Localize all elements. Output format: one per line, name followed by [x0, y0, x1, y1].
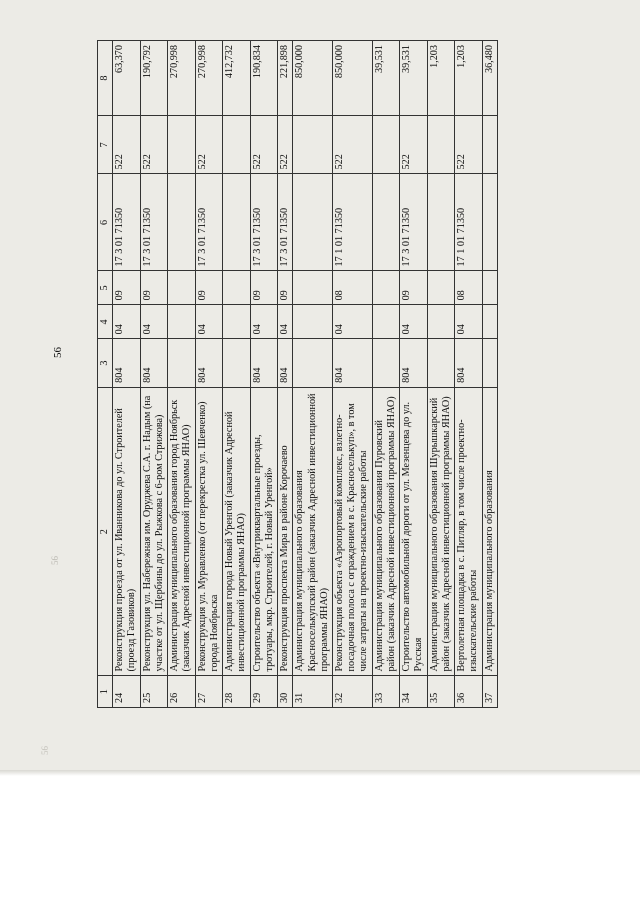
- expense-type-cell: [372, 116, 399, 174]
- amount-cell: 270,998: [168, 41, 195, 116]
- object-name-cell: Администрация муниципального образования Шурышкарский район (заказчик Адресной инвестиционной программы ЯНАО): [427, 387, 454, 676]
- subsection-code-cell: [293, 271, 333, 305]
- section-code-cell: [223, 305, 250, 339]
- table-row: [223, 41, 250, 708]
- subsection-code-cell: [427, 271, 454, 305]
- subsection-code-cell: 09: [400, 271, 427, 305]
- subsection-code-cell: 09: [250, 271, 277, 305]
- row-number-cell: 24: [113, 676, 140, 708]
- target-article-cell: [482, 174, 497, 271]
- header-cell: 5: [98, 271, 113, 305]
- target-article-cell: 17 3 01 71350: [195, 174, 222, 271]
- amount-cell: 850,000: [332, 41, 372, 116]
- page-edge-shadow: [0, 770, 640, 776]
- table-row: [400, 41, 427, 708]
- header-cell: 7: [98, 116, 113, 174]
- subsection-code-cell: 09: [113, 271, 140, 305]
- subsection-code-cell: 08: [455, 271, 482, 305]
- header-cell: 2: [98, 387, 113, 676]
- target-article-cell: 17 1 01 71350: [332, 174, 372, 271]
- expense-type-cell: 522: [332, 116, 372, 174]
- subsection-code-cell: [223, 271, 250, 305]
- row-number-cell: 37: [482, 676, 497, 708]
- amount-cell: 190,792: [140, 41, 167, 116]
- table-row: [113, 41, 140, 708]
- table-body: [113, 41, 498, 708]
- target-article-cell: [293, 174, 333, 271]
- amount-cell: 1,203: [455, 41, 482, 116]
- amount-cell: 850,000: [293, 41, 333, 116]
- row-number-cell: 35: [427, 676, 454, 708]
- object-name-cell: Строительство автомобильной дороги от ул. Мезенцева до ул. Русская: [400, 387, 427, 676]
- ministry-code-cell: [168, 339, 195, 388]
- object-name-cell: Реконструкция проезда от ул. Иванникова до ул. Строителей (проезд Газовиков): [113, 387, 140, 676]
- object-name-cell: Администрация муниципального образования Пуровский район (заказчик Адресной инвестиционной программы ЯНАО): [372, 387, 399, 676]
- object-name-cell: Администрация муниципального образования Красноселькупский район (заказчик Адресной инвестиционной программы ЯНАО): [293, 387, 333, 676]
- row-number-cell: 28: [223, 676, 250, 708]
- ministry-code-cell: [223, 339, 250, 388]
- ministry-code-cell: 804: [140, 339, 167, 388]
- expense-type-cell: 522: [250, 116, 277, 174]
- row-number-cell: 33: [372, 676, 399, 708]
- subsection-code-cell: [482, 271, 497, 305]
- header-cell: 4: [98, 305, 113, 339]
- table-row: [427, 41, 454, 708]
- header-cell: 1: [98, 676, 113, 708]
- ministry-code-cell: [293, 339, 333, 388]
- object-name-cell: Вертолетная площадка в с. Питляр, в том числе проектно-изыскательские работы: [455, 387, 482, 676]
- header-row: [98, 41, 113, 708]
- ministry-code-cell: 804: [113, 339, 140, 388]
- ministry-code-cell: [372, 339, 399, 388]
- section-code-cell: [427, 305, 454, 339]
- expense-type-cell: 522: [140, 116, 167, 174]
- amount-cell: 63,370: [113, 41, 140, 116]
- row-number-cell: 31: [293, 676, 333, 708]
- subsection-code-cell: 08: [332, 271, 372, 305]
- object-name-cell: Администрация муниципального образования: [482, 387, 497, 676]
- table-row: [293, 41, 333, 708]
- table-row: [332, 41, 372, 708]
- ministry-code-cell: [482, 339, 497, 388]
- target-article-cell: [372, 174, 399, 271]
- target-article-cell: 17 3 01 71350: [250, 174, 277, 271]
- section-code-cell: [168, 305, 195, 339]
- row-number-cell: 34: [400, 676, 427, 708]
- target-article-cell: 17 3 01 71350: [278, 174, 293, 271]
- section-code-cell: 04: [250, 305, 277, 339]
- section-code-cell: 04: [400, 305, 427, 339]
- section-code-cell: 04: [113, 305, 140, 339]
- section-code-cell: 04: [195, 305, 222, 339]
- object-name-cell: Реконструкция проспекта Мира в районе Корочаево: [278, 387, 293, 676]
- target-article-cell: 17 3 01 71350: [400, 174, 427, 271]
- row-number-cell: 25: [140, 676, 167, 708]
- target-article-cell: 17 3 01 71350: [140, 174, 167, 271]
- bleed-through-mark: 56: [40, 746, 50, 755]
- table-row: [195, 41, 222, 708]
- ministry-code-cell: 804: [455, 339, 482, 388]
- page-number: 56: [52, 347, 64, 358]
- target-article-cell: [427, 174, 454, 271]
- ministry-code-cell: 804: [332, 339, 372, 388]
- amount-cell: 39,531: [400, 41, 427, 116]
- table-row: [250, 41, 277, 708]
- amount-cell: 221,898: [278, 41, 293, 116]
- expense-type-cell: [427, 116, 454, 174]
- section-code-cell: 04: [332, 305, 372, 339]
- amount-cell: 36,480: [482, 41, 497, 116]
- header-cell: 3: [98, 339, 113, 388]
- object-name-cell: Администрация города Новый Уренгой (заказчик Адресной инвестиционной программы ЯНАО): [223, 387, 250, 676]
- amount-cell: 190,834: [250, 41, 277, 116]
- table-row: [278, 41, 293, 708]
- amount-cell: 1,203: [427, 41, 454, 116]
- table-row: [168, 41, 195, 708]
- section-code-cell: 04: [140, 305, 167, 339]
- rotated-table-container: [97, 40, 621, 708]
- expense-type-cell: [293, 116, 333, 174]
- amount-cell: 412,732: [223, 41, 250, 116]
- target-article-cell: [223, 174, 250, 271]
- row-number-cell: 26: [168, 676, 195, 708]
- header-cell: 8: [98, 41, 113, 116]
- expense-type-cell: [223, 116, 250, 174]
- ministry-code-cell: 804: [195, 339, 222, 388]
- row-number-cell: 27: [195, 676, 222, 708]
- table-row: [482, 41, 497, 708]
- object-name-cell: Реконструкция объекта «Аэропортовый комплекс, взлетно-посадочная полоса с ограждением в с. Красноселькуп», в том числе затраты на проектно-изыскательские работы: [332, 387, 372, 676]
- row-number-cell: 29: [250, 676, 277, 708]
- row-number-cell: 32: [332, 676, 372, 708]
- object-name-cell: Реконструкция ул. Муравленко (от перекрестка ул. Шевченко) города Ноябрьска: [195, 387, 222, 676]
- table-row: [372, 41, 399, 708]
- expense-type-cell: 522: [113, 116, 140, 174]
- expense-type-cell: 522: [400, 116, 427, 174]
- subsection-code-cell: 09: [195, 271, 222, 305]
- object-name-cell: Администрация муниципального образования город Ноябрьск (заказчик Адресной инвестиционной программы ЯНАО): [168, 387, 195, 676]
- subsection-code-cell: 09: [140, 271, 167, 305]
- expense-type-cell: [168, 116, 195, 174]
- ministry-code-cell: 804: [278, 339, 293, 388]
- subsection-code-cell: [168, 271, 195, 305]
- section-code-cell: 04: [278, 305, 293, 339]
- section-code-cell: [372, 305, 399, 339]
- row-number-cell: 36: [455, 676, 482, 708]
- table-row: [455, 41, 482, 708]
- expense-type-cell: 522: [195, 116, 222, 174]
- section-code-cell: [293, 305, 333, 339]
- budget-table: [97, 40, 498, 708]
- section-code-cell: [482, 305, 497, 339]
- object-name-cell: Реконструкция ул. Набережная им. Оруджева С.А. г. Надым (на участке от ул. Щербины до ул. Рыжкова с 6-ром Стрижова): [140, 387, 167, 676]
- object-name-cell: Строительство объекта «Внутриквартальные проезды, тротуары, мкр. Строителей, г. Новый Уренгой»: [250, 387, 277, 676]
- expense-type-cell: 522: [455, 116, 482, 174]
- target-article-cell: 17 1 01 71350: [455, 174, 482, 271]
- row-number-cell: 30: [278, 676, 293, 708]
- subsection-code-cell: [372, 271, 399, 305]
- subsection-code-cell: 09: [278, 271, 293, 305]
- table-row: [140, 41, 167, 708]
- expense-type-cell: 522: [278, 116, 293, 174]
- target-article-cell: 17 3 01 71350: [113, 174, 140, 271]
- ministry-code-cell: [427, 339, 454, 388]
- bleed-through-mark: 56: [50, 556, 60, 565]
- header-cell: 6: [98, 174, 113, 271]
- amount-cell: 270,998: [195, 41, 222, 116]
- amount-cell: 39,531: [372, 41, 399, 116]
- ministry-code-cell: 804: [250, 339, 277, 388]
- expense-type-cell: [482, 116, 497, 174]
- ministry-code-cell: 804: [400, 339, 427, 388]
- target-article-cell: [168, 174, 195, 271]
- section-code-cell: 04: [455, 305, 482, 339]
